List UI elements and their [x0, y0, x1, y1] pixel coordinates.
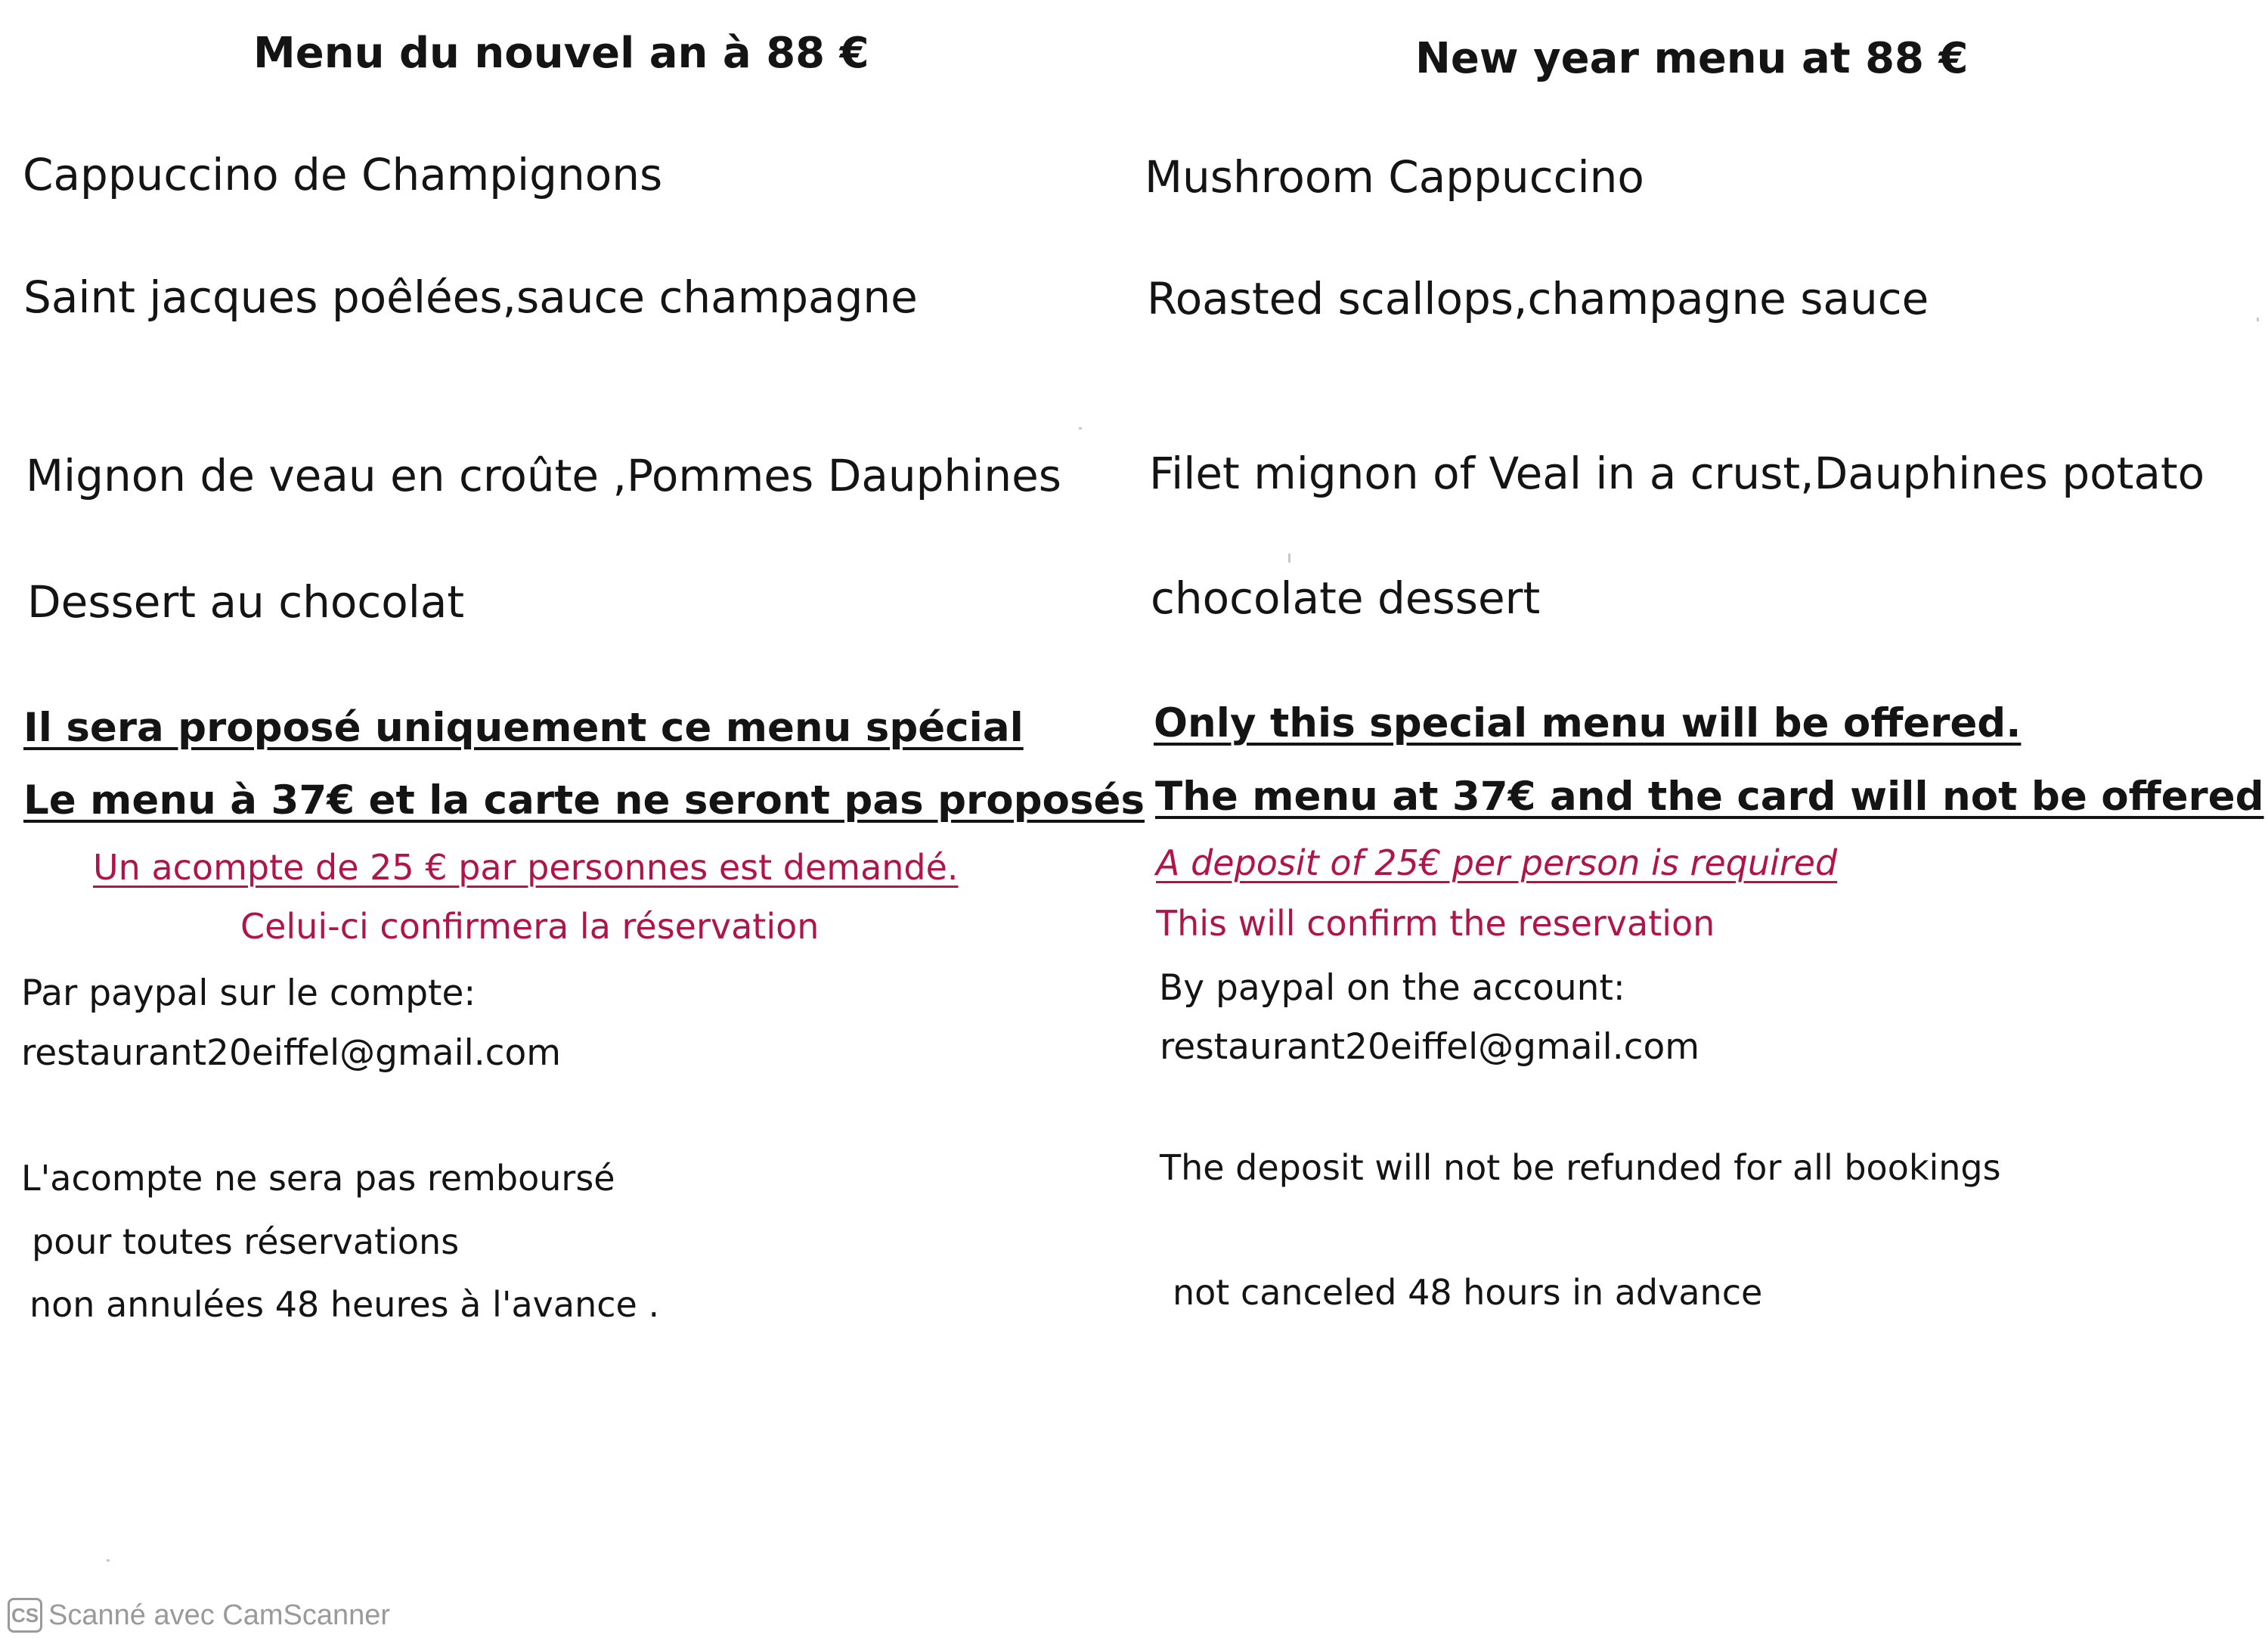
camscanner-watermark-text: Scanné avec CamScanner [48, 1599, 391, 1631]
english-refund-line-1: The deposit will not be refunded for all bookings [1160, 1147, 2001, 1188]
french-refund-line-3: non annulées 48 heures à l'avance . [29, 1284, 660, 1325]
english-menu-title: New year menu at 88 € [1415, 34, 1969, 83]
french-deposit-amount: Un acompte de 25 € par personnes est demandé. [93, 847, 959, 888]
english-notice-special-menu: Only this special menu will be offered. [1154, 700, 2022, 746]
french-payment-email: restaurant20eiffel@gmail.com [21, 1032, 562, 1074]
french-refund-line-2: pour toutes réservations [32, 1221, 460, 1262]
french-deposit-confirm-clip [240, 907, 860, 942]
english-payment-email: restaurant20eiffel@gmail.com [1160, 1026, 1700, 1068]
english-dish-main: Filet mignon of Veal in a crust,Dauphines potato [1149, 448, 2205, 499]
english-dish-starter: Mushroom Cappuccino [1145, 151, 1644, 203]
french-deposit-confirm: Celui-ci confirmera la réservation [240, 907, 820, 942]
english-menu-column [1134, 0, 2264, 1437]
scan-speck [1288, 554, 1290, 563]
french-notice-no-card: Le menu à 37€ et la carte ne seront pas proposés [23, 777, 1145, 824]
english-notice-no-card: The menu at 37€ and the card will not be offered [1155, 774, 2264, 820]
french-dish-starter: Cappuccino de Champignons [23, 149, 663, 200]
camscanner-logo-icon: CS [8, 1598, 42, 1633]
english-dish-fish: Roasted scallops,champagne sauce [1147, 273, 1929, 324]
english-refund-line-2: not canceled 48 hours in advance [1173, 1272, 1763, 1313]
english-deposit-confirm: This will confirm the reservation [1156, 904, 1715, 939]
french-payment-label: Par paypal sur le compte: [21, 972, 476, 1014]
french-refund-line-1: L'acompte ne sera pas remboursé [21, 1158, 615, 1199]
french-dish-main: Mignon de veau en croûte ,Pommes Dauphines [26, 450, 1062, 501]
scan-speck [107, 1559, 110, 1562]
camscanner-watermark [8, 1596, 390, 1635]
french-menu-title: Menu du nouvel an à 88 € [253, 29, 869, 78]
english-dish-dessert: chocolate dessert [1151, 572, 1541, 624]
english-deposit-amount: A deposit of 25€ per person is required [1156, 842, 1838, 883]
french-dish-fish: Saint jacques poêlées,sauce champagne [23, 271, 918, 323]
scan-speck [2257, 318, 2259, 321]
french-notice-special-menu: Il sera proposé uniquement ce menu spécial [23, 705, 1024, 751]
english-payment-label: By paypal on the account: [1159, 967, 1625, 1009]
english-deposit-confirm-clip [1156, 904, 1730, 939]
french-dish-dessert: Dessert au chocolat [27, 576, 465, 628]
scan-speck [1079, 427, 1082, 430]
french-menu-column [0, 0, 1145, 1437]
